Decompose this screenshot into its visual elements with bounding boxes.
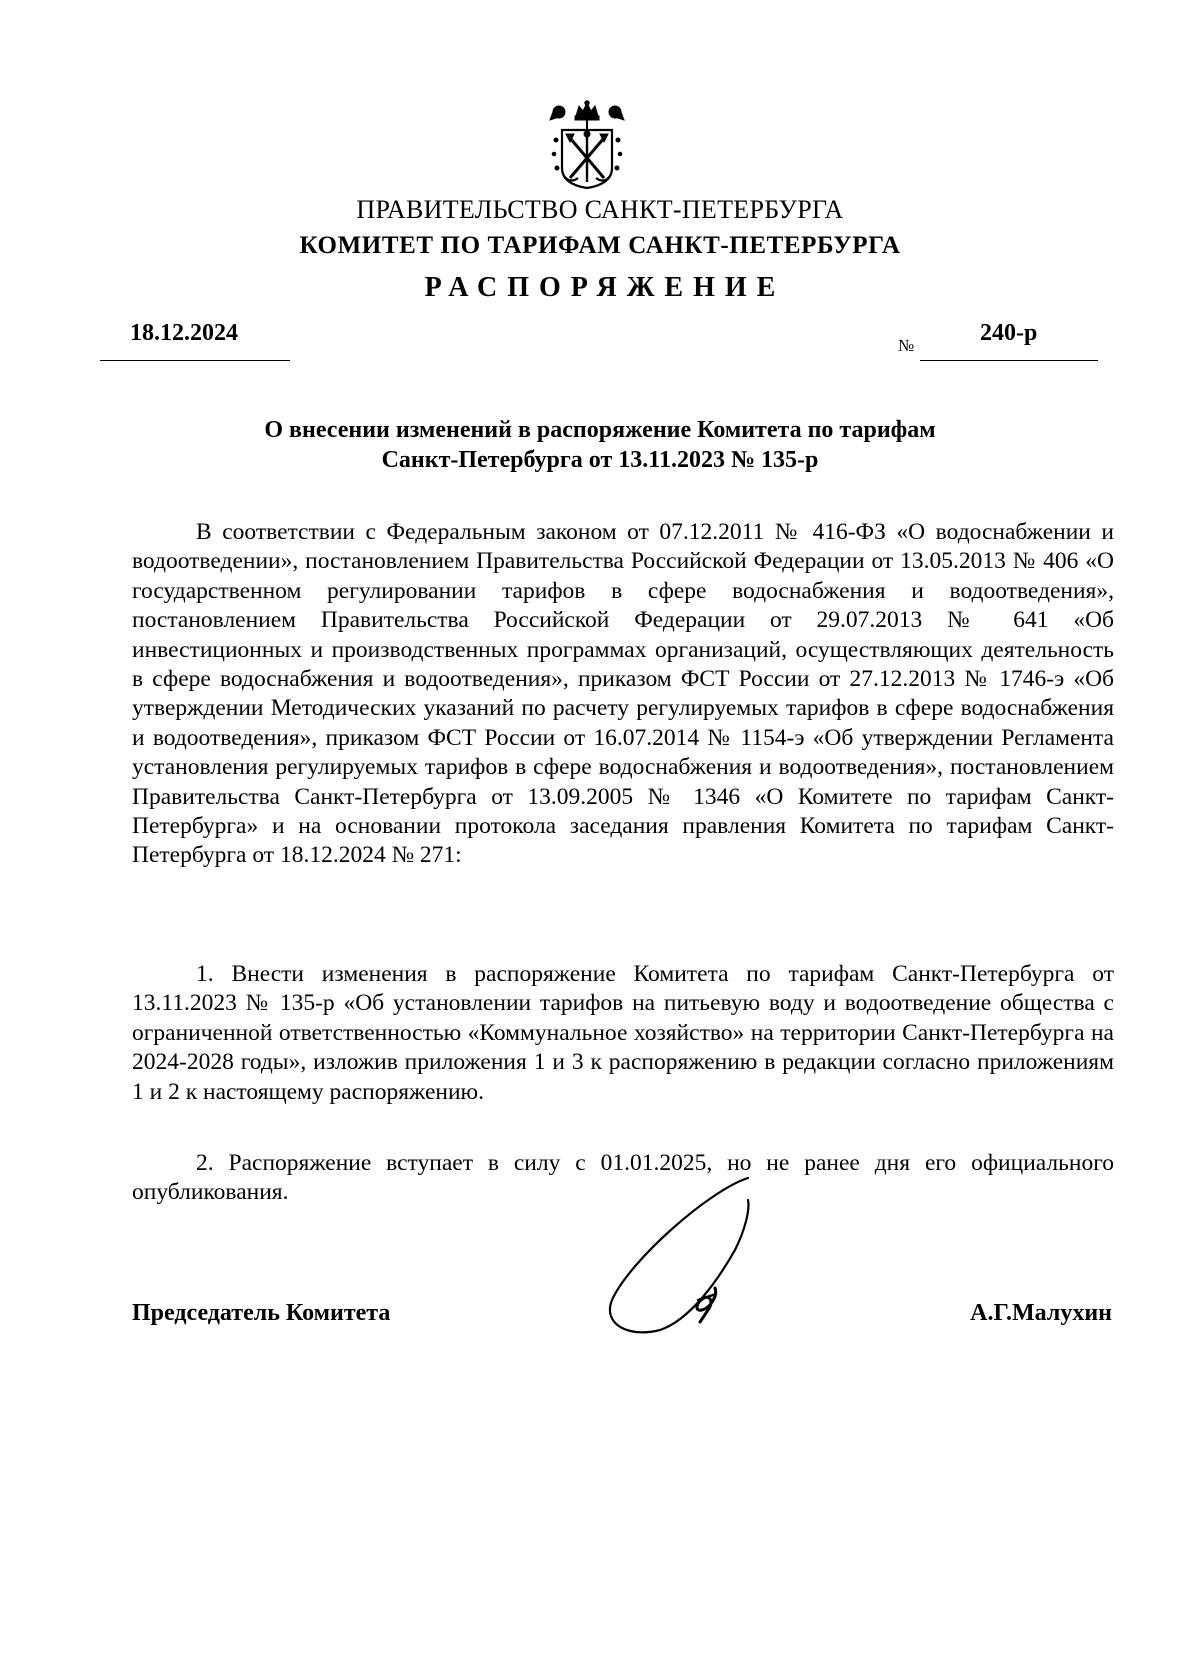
document-type-heading: РАСПОРЯЖЕНИЕ (424, 272, 786, 303)
title-line-2: Санкт-Петербурга от 13.11.2023 № 135-р (381, 447, 819, 473)
preamble-paragraph: В соответствии с Федеральным законом от 07.12.2011 № 416-ФЗ «О водоснабжении и водоотведении», постановлением Правительства Российской Федерации от 13.05.2013 № 406 «О государственном регулировании тарифов в сфере водоснабжения и водоотведения», постановлением Правительства Российской Федерации от 29.07.2013 № 641 «Об инвестиционных и производственных программах организаций, осуществляющих деятельность в сфере водоснабжения и водоотведения», приказом ФСТ России от 27.12.2013 № 1746-э «Об утверждении Методических указаний по расчету регулируемых тарифов в сфере водоснабжения и водоотведения», приказом ФСТ России от 16.07.2014 № 1154-э «Об утверждении Регламента установления регулируемых тарифов в сфере водоснабжения и водоотведения», постановлением Правительства Санкт-Петербурга от 13.09.2005 № 1346 «О Комитете по тарифам Санкт-Петербурга» и на основании протокола заседания правления Комитета по тарифам Санкт-Петербурга от 18.12.2024 № 271: (132, 519, 1114, 869)
number-sign: № (898, 336, 915, 355)
signatory-position: Председатель Комитета (132, 1300, 391, 1326)
signatory-name: А.Г.Малухин (970, 1300, 1112, 1326)
government-heading: ПРАВИТЕЛЬСТВО САНКТ-ПЕТЕРБУРГА (356, 195, 844, 224)
handwritten-signature (590, 1170, 780, 1345)
document-number: 240-р (980, 320, 1038, 346)
title-line-1: О внесении изменений в распоряжение Комитета по тарифам (264, 417, 936, 443)
item-1-paragraph: 1. Внести изменения в распоряжение Комитета по тарифам Санкт-Петербурга от 13.11.2023 № 135-р «Об установлении тарифов на питьевую воду и водоотведение общества с ограниченной ответственностью «Коммунальное хозяйство» на территории Санкт-Петербурга на 2024-2028 годы», изложив приложения 1 и 3 к распоряжению в редакции согласно приложениям 1 и 2 к настоящему распоряжению. (132, 961, 1114, 1105)
item-2-paragraph: 2. Распоряжение вступает в силу с 01.01.2025, но не ранее дня его официального опубликования. (132, 1150, 1114, 1206)
coat-of-arms-icon (548, 100, 626, 192)
committee-heading: КОМИТЕТ ПО ТАРИФАМ САНКТ-ПЕТЕРБУРГА (299, 232, 901, 259)
document-date: 18.12.2024 (130, 320, 238, 346)
document-number-field (920, 320, 1098, 361)
document-title (0, 415, 1200, 475)
document-date-field (100, 320, 290, 361)
